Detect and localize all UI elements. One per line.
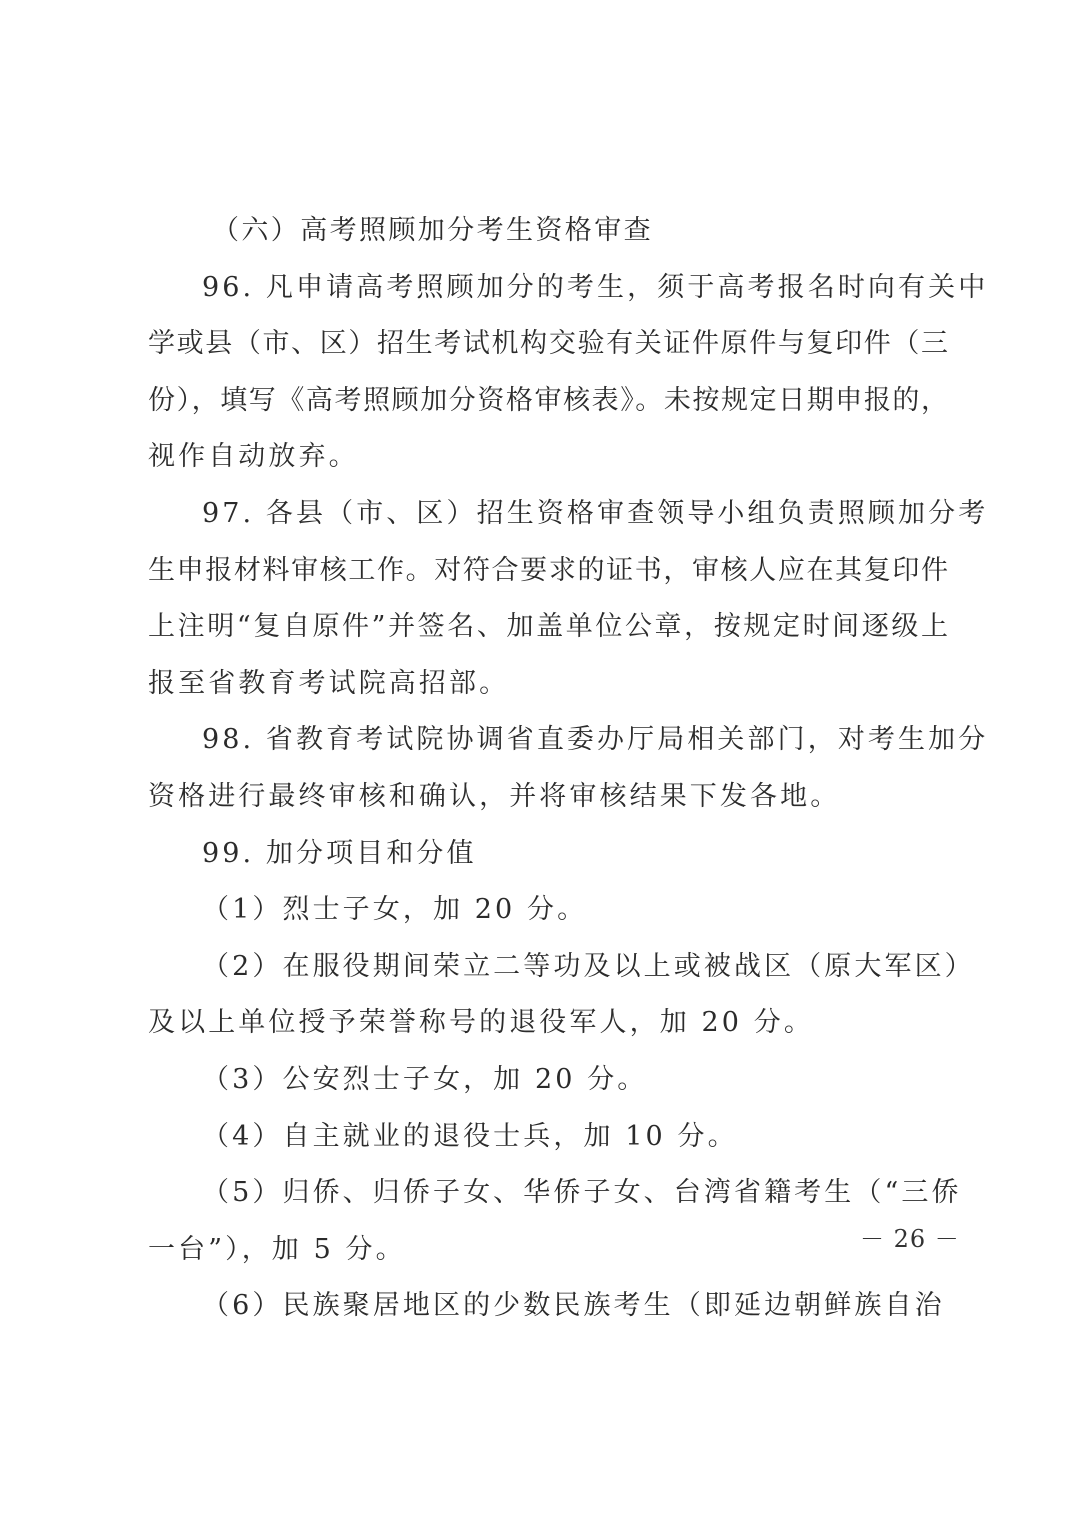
paragraph-97-line-3: 上注明“复自原件”并签名、加盖单位公章，按规定时间逐级上	[148, 611, 948, 643]
page-number: － 26 －	[860, 1225, 960, 1253]
paragraph-98-line-2: 资格进行最终审核和确认，并将审核结果下发各地。	[148, 780, 841, 812]
paragraph-97-line-1: 97. 各县（市、区）招生资格审查领导小组负责照顾加分考	[202, 497, 989, 529]
list-item-2-line-2: 及以上单位授予荣誉称号的退役军人，加 20 分。	[148, 1007, 814, 1039]
paragraph-96-line-2: 学或县（市、区）招生考试机构交验有关证件原件与复印件（三	[148, 328, 948, 360]
paragraph-96-line-3: 份），填写《高考照顾加分资格审核表》。未按规定日期申报的，	[148, 384, 948, 416]
list-item-2-line-1: （2）在服役期间荣立二等功及以上或被战区（原大军区）	[202, 950, 975, 982]
paragraph-97-line-2: 生申报材料审核工作。对符合要求的证书，审核人应在其复印件	[148, 554, 948, 586]
list-item-3: （3）公安烈士子女，加 20 分。	[202, 1063, 648, 1095]
document-body	[148, 203, 989, 1335]
paragraph-96-line-4: 视作自动放弃。	[148, 441, 359, 473]
paragraph-97-line-4: 报至省教育考试院高招部。	[148, 667, 510, 699]
list-item-1: （1）烈士子女，加 20 分。	[202, 894, 588, 926]
list-item-5-line-2: 一台”），加 5 分。	[148, 1233, 406, 1265]
list-item-6-line-1: （6）民族聚居地区的少数民族考生（即延边朝鲜族自治	[202, 1290, 945, 1322]
list-item-5-line-1: （5）归侨、归侨子女、华侨子女、台湾省籍考生（“三侨	[202, 1177, 962, 1209]
list-item-4: （4）自主就业的退役士兵，加 10 分。	[202, 1120, 738, 1152]
paragraph-99-title: 99. 加分项目和分值	[202, 837, 477, 869]
section-heading: （六）高考照顾加分考生资格审查	[212, 215, 653, 246]
paragraph-98-line-1: 98. 省教育考试院协调省直委办厅局相关部门，对考生加分	[202, 724, 989, 756]
paragraph-96-line-1: 96. 凡申请高考照顾加分的考生，须于高考报名时向有关中	[202, 271, 989, 303]
